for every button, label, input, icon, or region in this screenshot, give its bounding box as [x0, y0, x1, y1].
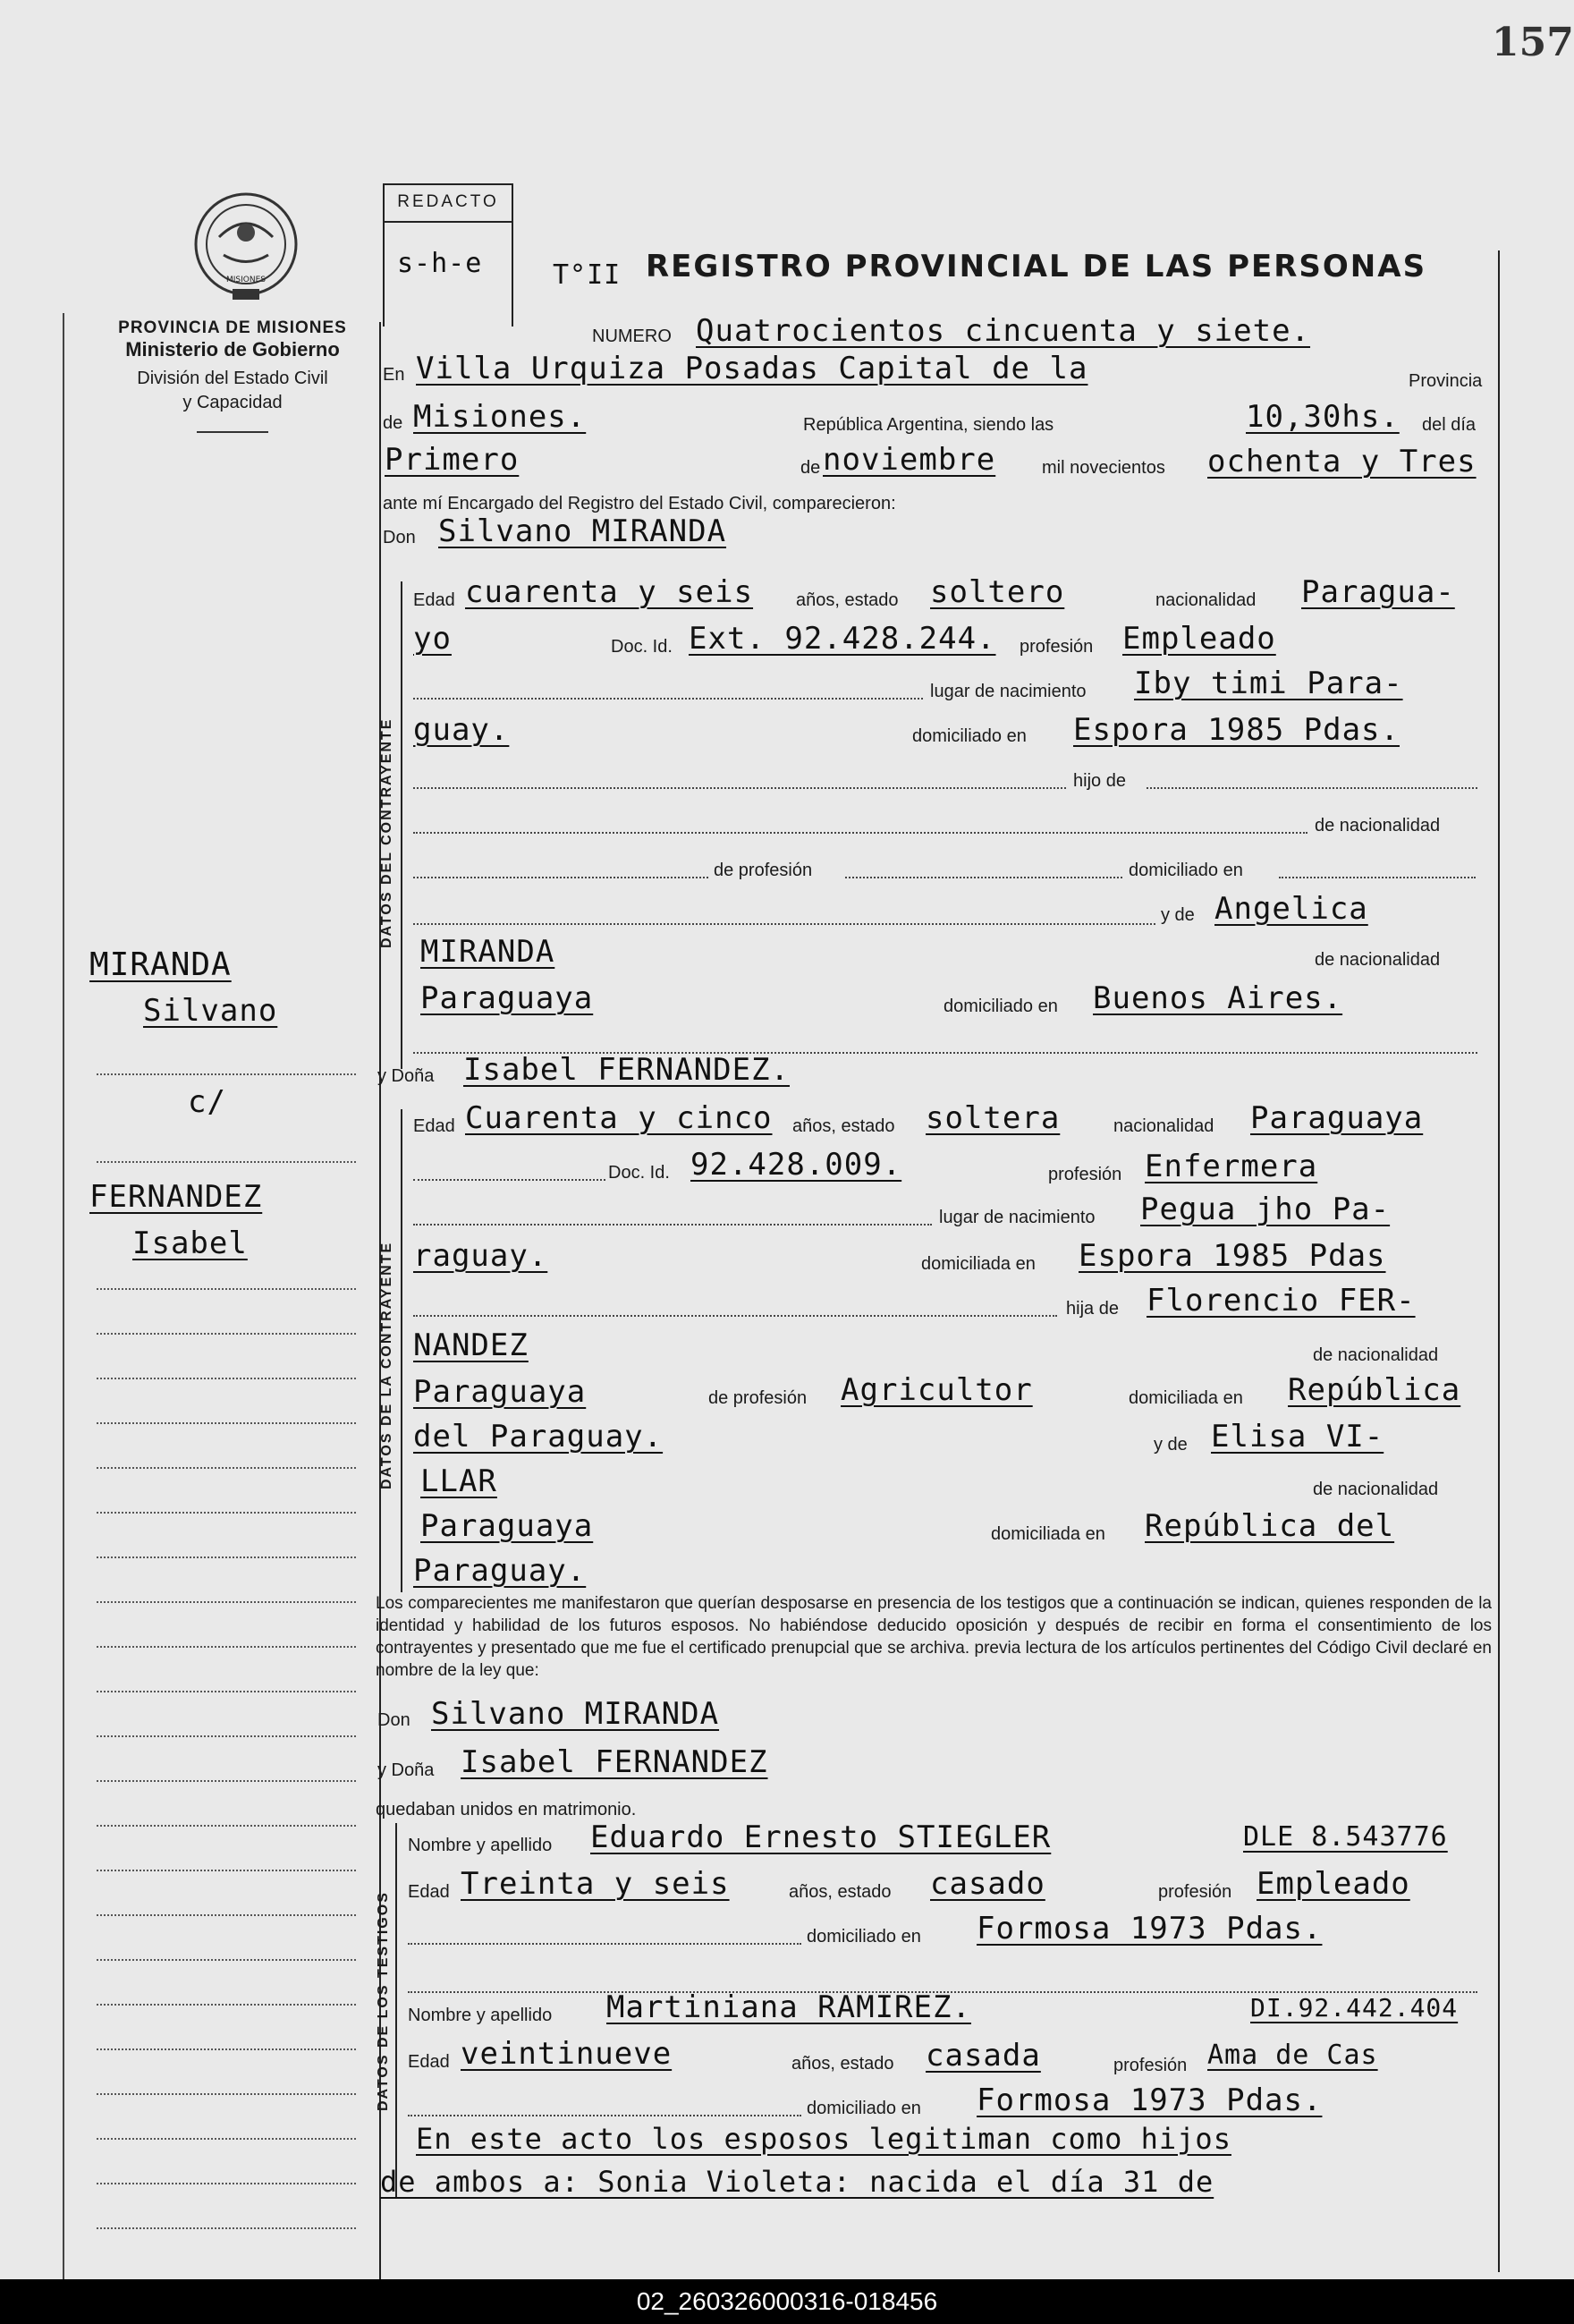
- w2-dom-label: domiciliado en: [807, 2099, 921, 2118]
- bride-nacionalidad-label: nacionalidad: [1113, 1116, 1214, 1136]
- w2-edad: veintinueve: [461, 2036, 673, 2072]
- hija-de-label: hija de: [1066, 1299, 1119, 1319]
- bride-section-label: DATOS DE LA CONTRAYENTE: [379, 1241, 394, 1489]
- bride-madre1: Elisa VI-: [1211, 1419, 1384, 1455]
- del-dia-label: del día: [1422, 415, 1477, 435]
- groom-profesion: Empleado: [1122, 621, 1276, 657]
- decl-dona: Isabel FERNANDEZ: [461, 1744, 768, 1780]
- w1-estado: casado: [930, 1866, 1045, 1902]
- footer-id-bar: [0, 2279, 1574, 2324]
- redacto-box: [383, 183, 513, 327]
- mil-novecientos-label: mil novecientos: [1042, 458, 1165, 478]
- lugar-nac-label: lugar de nacimiento: [930, 682, 1087, 701]
- margin-groom-name: Silvano: [143, 993, 278, 1029]
- page-number: 157: [1492, 20, 1574, 65]
- de-nacionalidad-label-1: de nacionalidad: [1315, 816, 1441, 835]
- bride-profesion-label: profesión: [1048, 1165, 1122, 1184]
- bride-edad-label: Edad: [413, 1116, 455, 1136]
- redacto-label: REDACTO: [397, 192, 499, 211]
- de-mes-label: de: [800, 458, 821, 478]
- division-label-2: y Capacidad: [182, 393, 283, 412]
- ministry-header: [98, 318, 367, 433]
- bride-domicilio: Espora 1985 Pdas: [1079, 1238, 1386, 1274]
- don-label: Don: [383, 528, 416, 547]
- bride-domiciliada-label: domiciliada en: [921, 1254, 1036, 1274]
- edad-label: Edad: [413, 590, 455, 610]
- bride-de-nacionalidad-label-1: de nacionalidad: [1313, 1345, 1439, 1365]
- division-label: División del Estado Civil: [137, 369, 328, 388]
- bride-madre2: LLAR: [420, 1463, 497, 1499]
- w2-name: Martiniana RAMIREZ.: [606, 1989, 971, 2025]
- w1-profesion: Empleado: [1257, 1866, 1410, 1902]
- bride-madre-dom-label: domiciliada en: [991, 1524, 1105, 1544]
- anio-value: ochenta y Tres: [1207, 444, 1477, 479]
- groom-section-line: [401, 581, 402, 1069]
- bride-madre-nac: Paraguaya: [420, 1508, 594, 1544]
- witness-section-label: DATOS DE LOS TESTIGOS: [376, 1891, 391, 2111]
- groom-estado: soltero: [930, 574, 1065, 610]
- y-de-label-1: y de: [1161, 905, 1195, 925]
- domiciliado-label-3: domiciliado en: [944, 997, 1058, 1016]
- groom-doc: Ext. 92.428.244.: [689, 621, 996, 657]
- numero-label: NUMERO: [592, 327, 672, 346]
- bride-padre1: Florencio FER-: [1147, 1283, 1416, 1319]
- de-nacionalidad-label-2: de nacionalidad: [1315, 950, 1441, 970]
- footer-id: 02_260326000316-018456: [636, 2287, 938, 2315]
- bride-padre-dom: República: [1288, 1372, 1461, 1408]
- anos-estado-label: años, estado: [796, 590, 899, 610]
- bride-profesion: Enfermera: [1145, 1149, 1318, 1184]
- registry-title: REGISTRO PROVINCIAL DE LAS PERSONAS: [646, 249, 1427, 284]
- provincia-label: Provincia: [1409, 371, 1483, 391]
- divider: [197, 431, 268, 433]
- groom-nacionalidad: Paragua-: [1301, 574, 1455, 610]
- lugar-value: Villa Urquiza Posadas Capital de la: [416, 351, 1088, 386]
- bride-padre-dom-label: domiciliada en: [1129, 1388, 1243, 1408]
- tome-handwritten: T°II: [553, 259, 622, 291]
- groom-madre-dom: Buenos Aires.: [1093, 980, 1343, 1016]
- w2-profesion-label: profesión: [1113, 2056, 1188, 2075]
- w2-profesion: Ama de Cas: [1207, 2040, 1378, 2071]
- margin-line: [63, 313, 64, 2281]
- provincia-value: Misiones.: [413, 399, 587, 435]
- bride-estado: soltera: [926, 1100, 1061, 1136]
- w1-anos-estado-label: años, estado: [789, 1882, 892, 1902]
- groom-domicilio: Espora 1985 Pdas.: [1073, 712, 1400, 748]
- w2-edad-label: Edad: [408, 2052, 450, 2072]
- de-label: de: [383, 413, 403, 433]
- w1-name: Eduardo Ernesto STIEGLER: [590, 1819, 1052, 1855]
- w2-doc: DI.92.442.404: [1250, 1993, 1459, 2023]
- note-line-2: de ambos a: Sonia Violeta: nacida el día 31 de: [380, 2165, 1214, 2199]
- declaration-paragraph: Los comparecientes me manifestaron que querían desposarse en presencia de los testigos que a continuación se indican, quienes responden de la identidad y habilidad de los futuros esposos. No habiéndose deducido oposición y después de recibir en forma el consentimiento de los contrayentes y presentado que me fue el certificado prenupcial que se archiva. previa lectura de los artículos pertinentes del Código Civil declaré en nombre de la ley que:: [376, 1594, 1492, 1680]
- w2-domicilio: Formosa 1973 Pdas.: [977, 2082, 1323, 2118]
- hora-value: 10,30hs.: [1246, 399, 1400, 435]
- decl-don-label: Don: [377, 1710, 410, 1730]
- doc-label: Doc. Id.: [611, 637, 673, 657]
- w1-dom-label: domiciliado en: [807, 1927, 921, 1947]
- w2-estado: casada: [926, 2038, 1041, 2074]
- nacionalidad-label: nacionalidad: [1155, 590, 1257, 610]
- bride-doc-label: Doc. Id.: [608, 1163, 670, 1183]
- groom-edad: cuarenta y seis: [465, 574, 754, 610]
- groom-name: Silvano MIRANDA: [438, 513, 727, 549]
- ministry-label: Ministerio de Gobierno: [125, 338, 340, 360]
- bride-padre-nac: Paraguaya: [413, 1374, 587, 1410]
- bride-name: Isabel FERNANDEZ.: [463, 1052, 790, 1088]
- bride-edad: Cuarenta y cinco: [465, 1100, 773, 1136]
- bride-de-profesion-label: de profesión: [708, 1388, 808, 1408]
- decl-don: Silvano MIRANDA: [431, 1696, 720, 1732]
- numero-value: Quatrocientos cincuenta y siete.: [696, 313, 1311, 349]
- seal-text: MISIONES: [225, 276, 267, 284]
- bride-madre-dom: República del: [1145, 1508, 1395, 1544]
- groom-section-label: DATOS DEL CONTRAYENTE: [379, 717, 394, 948]
- w1-edad: Treinta y seis: [461, 1866, 730, 1902]
- witness-section-line: [395, 1823, 397, 2199]
- domiciliado-label-2: domiciliado en: [1129, 861, 1243, 880]
- ante-mi-label: ante mí Encargado del Registro del Estado Civil, comparecieron:: [383, 494, 896, 513]
- w1-edad-label: Edad: [408, 1882, 450, 1902]
- dia-value: Primero: [385, 442, 520, 478]
- bride-de-nacionalidad-label-2: de nacionalidad: [1313, 1480, 1439, 1499]
- bride-madre-dom2: Paraguay.: [413, 1553, 587, 1589]
- groom-madre-nac: Paraguaya: [420, 980, 594, 1016]
- frame-right-line: [1498, 250, 1500, 2272]
- groom-lugar-cont: guay.: [413, 712, 510, 748]
- margin-bride-surname: FERNANDEZ: [89, 1179, 263, 1215]
- bride-padre-prof: Agricultor: [841, 1372, 1033, 1408]
- w1-domicilio: Formosa 1973 Pdas.: [977, 1911, 1323, 1947]
- bride-lugar-cont: raguay.: [413, 1238, 548, 1274]
- bride-y-de-label: y de: [1154, 1435, 1188, 1455]
- margin-groom-surname: MIRANDA: [89, 946, 232, 983]
- w1-name-label: Nombre y apellido: [408, 1836, 553, 1855]
- groom-nac-cont: yo: [413, 621, 452, 657]
- profesion-label: profesión: [1020, 637, 1094, 657]
- w2-anos-estado-label: años, estado: [791, 2054, 894, 2074]
- note-line-1: En este acto los esposos legitiman como hijos: [416, 2122, 1231, 2156]
- bride-padre2: NANDEZ: [413, 1327, 529, 1363]
- bride-section-line: [401, 1109, 402, 1592]
- y-dona-label: y Doña: [377, 1066, 435, 1086]
- domiciliado-label: domiciliado en: [912, 726, 1027, 746]
- de-profesion-label-1: de profesión: [714, 861, 813, 880]
- groom-lugar-nac: Iby timi Para-: [1134, 666, 1403, 701]
- quedaban-label: quedaban unidos en matrimonio.: [376, 1800, 637, 1819]
- bride-nacionalidad: Paraguaya: [1250, 1100, 1424, 1136]
- redacto-handwritten: s-h-e: [397, 248, 483, 279]
- provincial-seal-icon: [183, 183, 309, 309]
- w2-name-label: Nombre y apellido: [408, 2006, 553, 2025]
- bride-lugar-nac-label: lugar de nacimiento: [939, 1208, 1096, 1227]
- republica-label: República Argentina, siendo las: [803, 415, 1054, 435]
- mes-value: noviembre: [823, 442, 996, 478]
- w1-profesion-label: profesión: [1158, 1882, 1232, 1902]
- bride-padre-dom2: del Paraguay.: [413, 1419, 664, 1455]
- decl-dona-label: y Doña: [377, 1760, 435, 1780]
- province-label: PROVINCIA DE MISIONES: [118, 318, 347, 337]
- w1-doc: DLE 8.543776: [1243, 1821, 1448, 1853]
- margin-bride-name: Isabel: [132, 1226, 248, 1261]
- bride-anos-estado-label: años, estado: [792, 1116, 895, 1136]
- groom-madre1: Angelica: [1214, 891, 1368, 927]
- margin-separator: c/: [188, 1084, 226, 1120]
- bride-doc: 92.428.009.: [690, 1147, 902, 1183]
- bride-lugar-nac: Pegua jho Pa-: [1140, 1192, 1391, 1227]
- hijo-de-label: hijo de: [1073, 771, 1126, 791]
- en-label: En: [383, 365, 405, 385]
- groom-madre2: MIRANDA: [420, 934, 555, 970]
